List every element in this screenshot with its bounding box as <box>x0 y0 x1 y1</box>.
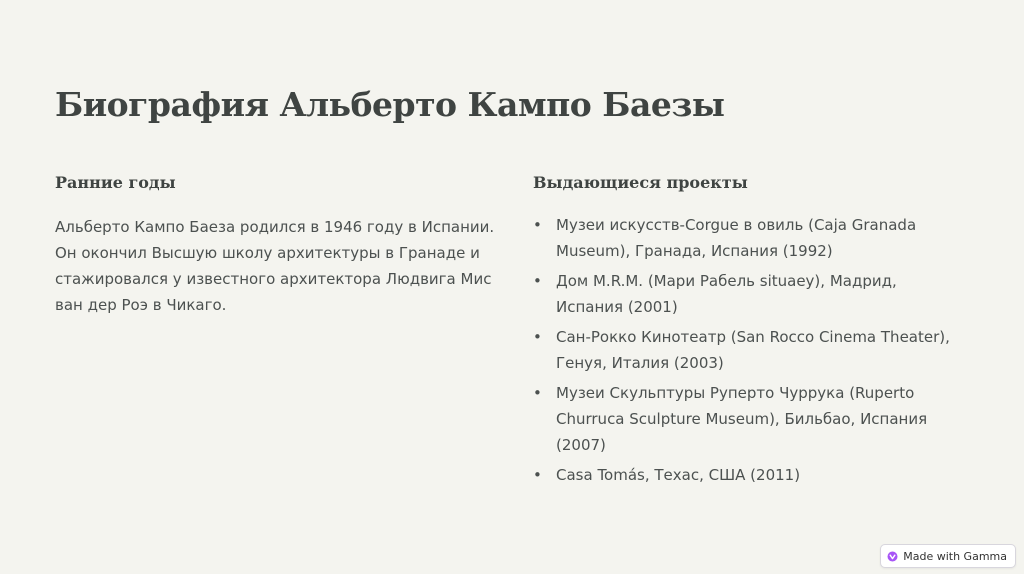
project-item <box>533 212 963 264</box>
bullet-icon: • <box>533 384 542 402</box>
project-item-text: Музеи искусств-Corgue в овиль (Caja Granada Museum), Гранада, Испания (1992) <box>556 216 917 260</box>
made-with-gamma-badge[interactable] <box>880 544 1016 568</box>
project-item-text: Сан-Рокко Кинотеатр (San Rocco Cinema Theater), Генуя, Италия (2003) <box>556 328 950 372</box>
bullet-icon: • <box>533 466 542 484</box>
projects-list <box>533 212 963 488</box>
early-years-heading: Ранние годы <box>55 173 176 192</box>
slide-title: Биография Альберто Кампо Баезы <box>55 85 725 124</box>
project-item <box>533 462 963 488</box>
projects-heading: Выдающиеся проекты <box>533 173 748 192</box>
gamma-logo-icon <box>887 551 898 562</box>
project-item-text: Музеи Скульптуры Руперто Чуррука (Ruperto Churruca Sculpture Museum), Бильбао, Испания (2007) <box>556 384 928 454</box>
bullet-icon: • <box>533 272 542 290</box>
bullet-icon: • <box>533 216 542 234</box>
early-years-paragraph: Альберто Кампо Баеза родился в 1946 году в Испании. Он окончил Высшую школу архитектуры в Гранаде и стажировался у известного архитектора Людвига Мис ван дер Роэ в Чикаго. <box>55 218 495 314</box>
project-item-text: Casa Tomás, Техас, США (2011) <box>556 466 801 484</box>
projects-section <box>533 170 963 492</box>
project-item <box>533 324 963 376</box>
early-years-section <box>55 170 500 318</box>
project-item <box>533 380 963 458</box>
project-item-text: Дом M.R.M. (Мари Рабель situaey), Мадрид, Испания (2001) <box>556 272 897 316</box>
project-item <box>533 268 963 320</box>
bullet-icon: • <box>533 328 542 346</box>
badge-label: Made with Gamma <box>903 549 1007 563</box>
